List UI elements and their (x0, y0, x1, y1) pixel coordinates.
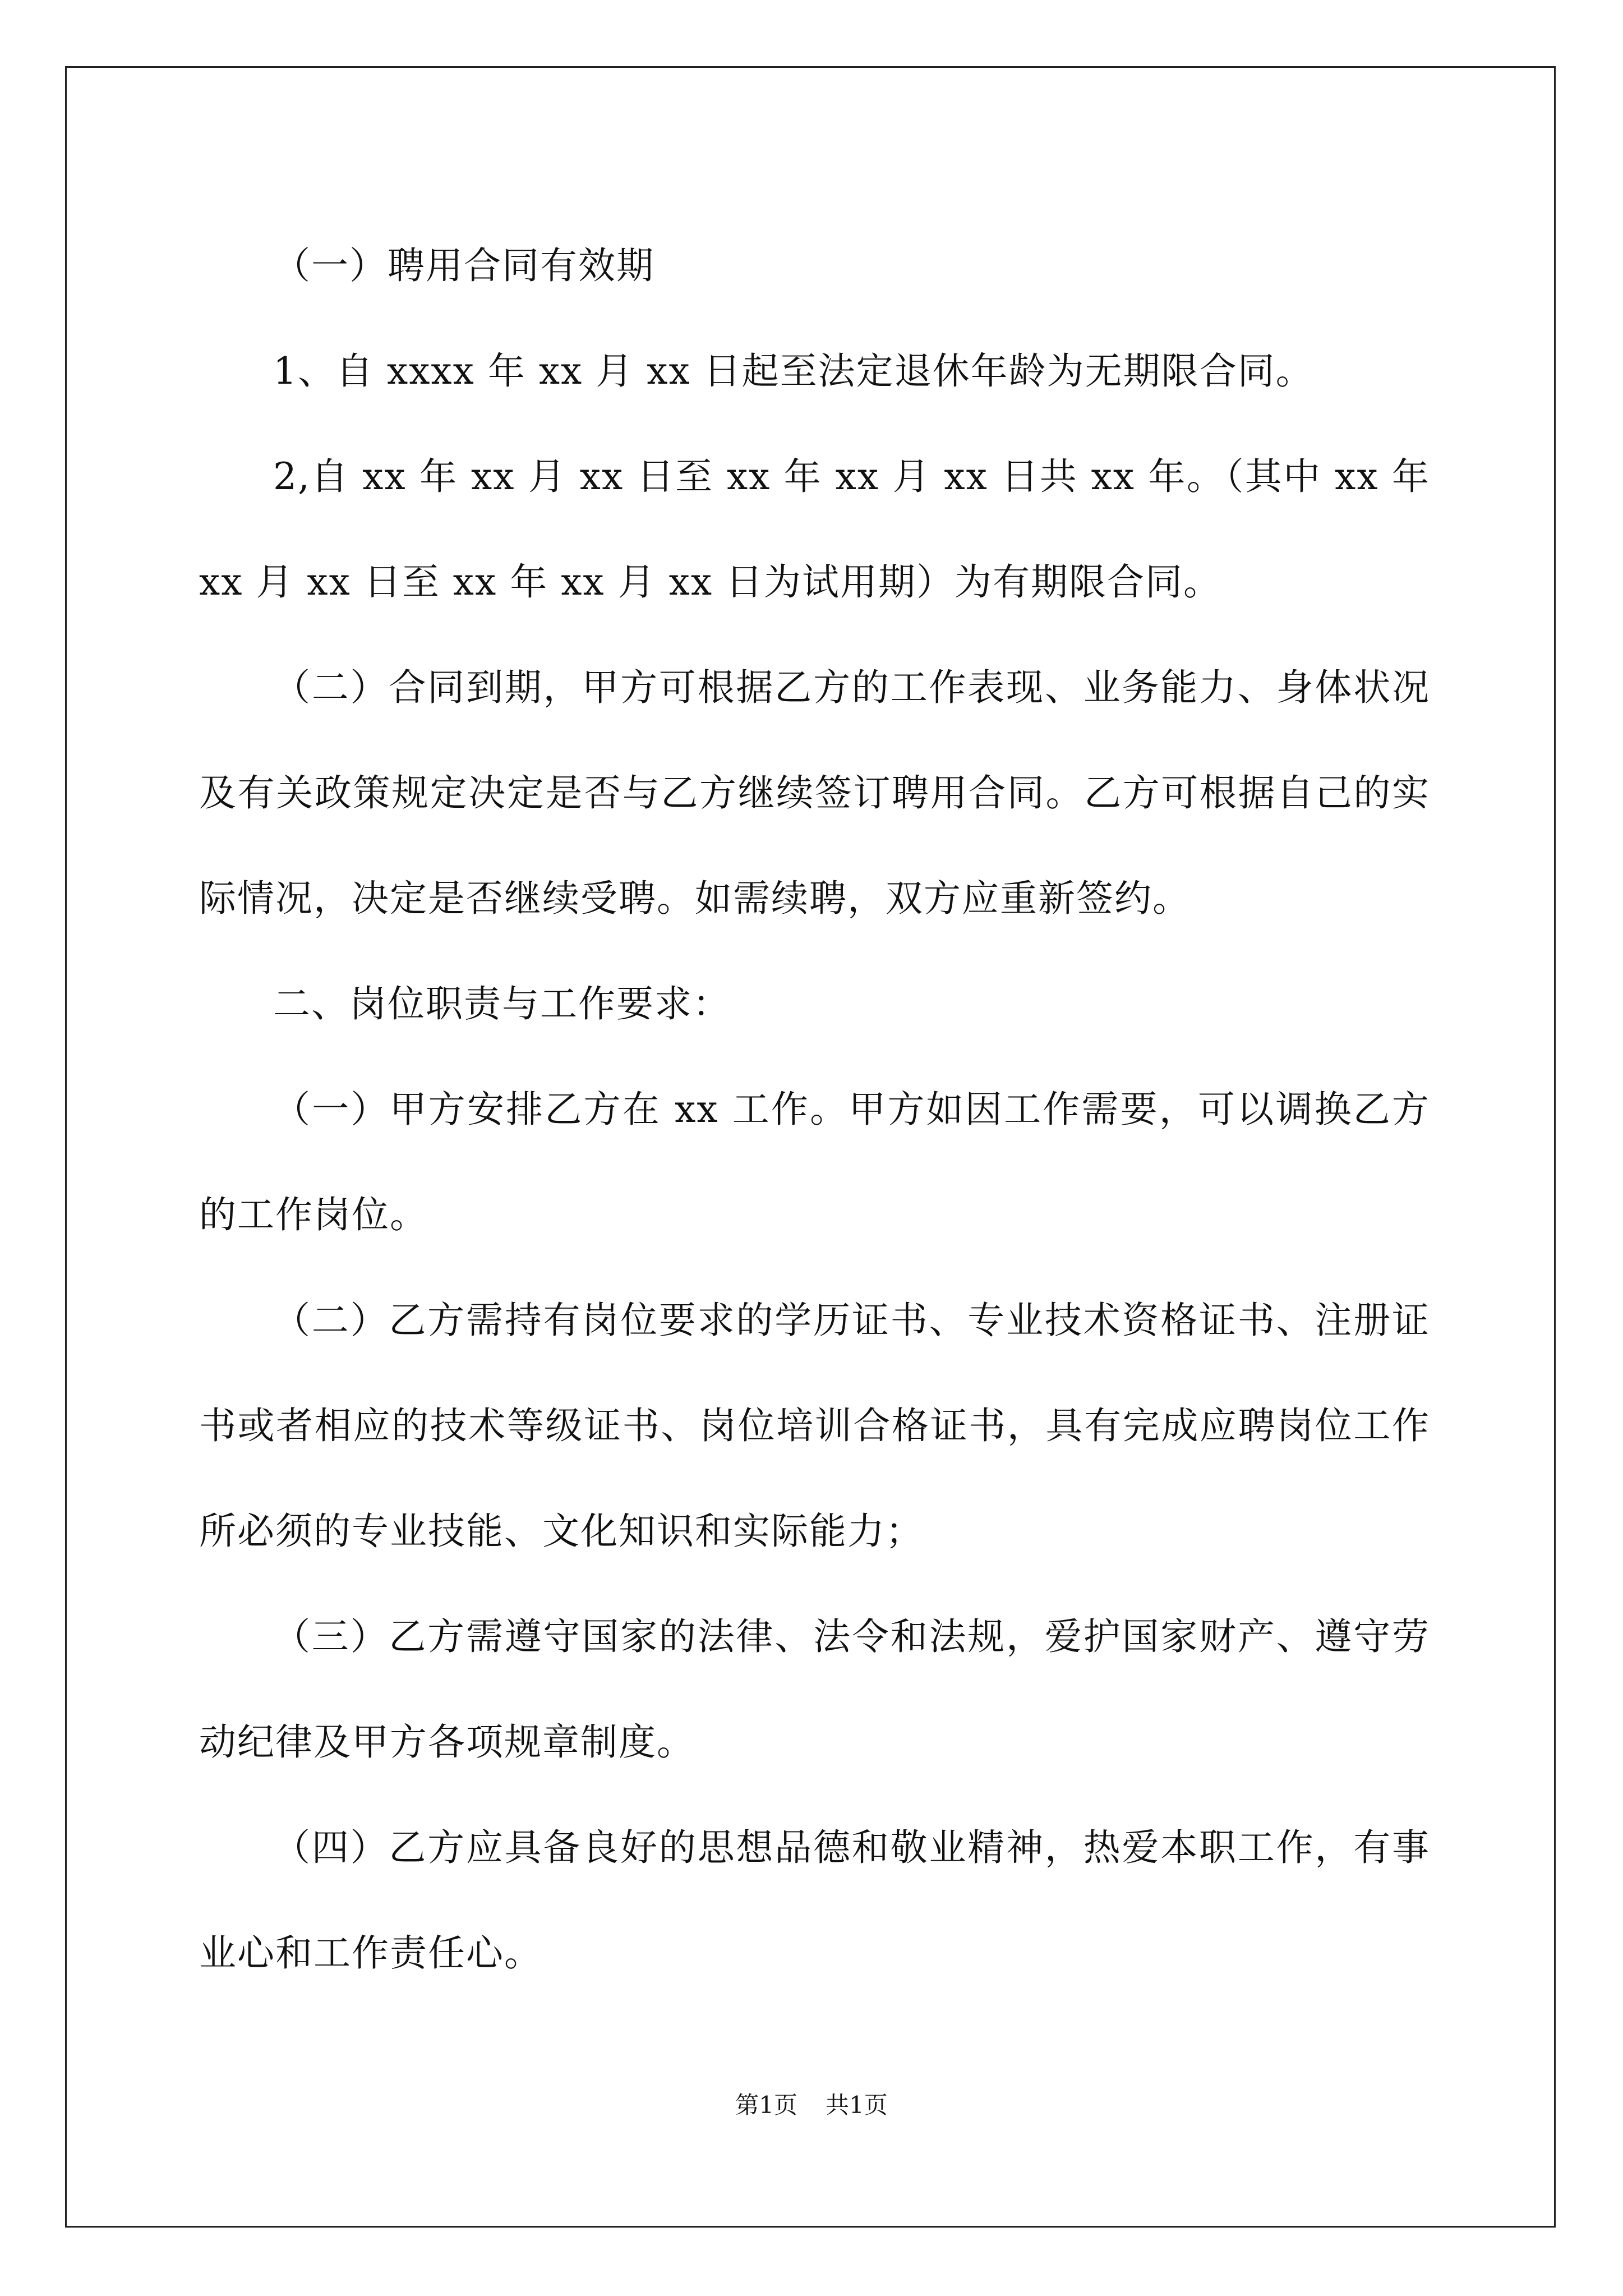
section-heading-validity: （一）聘用合同有效期 (273, 244, 654, 287)
document-body (199, 213, 1430, 2006)
clause-qualifications: （二）乙方需持有岗位要求的学历证书、专业技术资格证书、注册证书或者相应的技术等级证书、岗位培训合格证书，具有完成应聘岗位工作所必须的专业技能、文化知识和实际能力； (199, 1299, 1430, 1553)
clause-contract-expiry: （二）合同到期，甲方可根据乙方的工作表现、业务能力、身体状况及有关政策规定决定是否与乙方继续签订聘用合同。乙方可根据自己的实际情况，决定是否继续受聘。如需续聘，双方应重新签约。 (199, 666, 1430, 920)
clause-fixed-term: 2,自 xx 年 xx 月 xx 日至 xx 年 xx 月 xx 日共 xx 年。（其中 xx 年 xx 月 xx 日至 xx 年 xx 月 xx 日为试用期）为有期限合同。 (199, 455, 1430, 604)
clause-job-assignment: （一）甲方安排乙方在 xx 工作。甲方如因工作需要，可以调换乙方的工作岗位。 (199, 1088, 1430, 1236)
page-footer (0, 2087, 1623, 2120)
section-heading-duties: 二、岗位职责与工作要求： (273, 982, 731, 1025)
page-total: 共1页 (826, 2091, 888, 2119)
clause-compliance: （三）乙方需遵守国家的法律、法令和法规，爱护国家财产、遵守劳动纪律及甲方各项规章制度。 (199, 1615, 1430, 1764)
clause-work-ethic: （四）乙方应具备良好的思想品德和敬业精神，热爱本职工作，有事业心和工作责任心。 (199, 1826, 1430, 1975)
page-number: 第1页 (735, 2091, 797, 2119)
clause-indefinite-term: 1、自 xxxx 年 xx 月 xx 日起至法定退休年龄为无期限合同。 (273, 349, 1314, 393)
